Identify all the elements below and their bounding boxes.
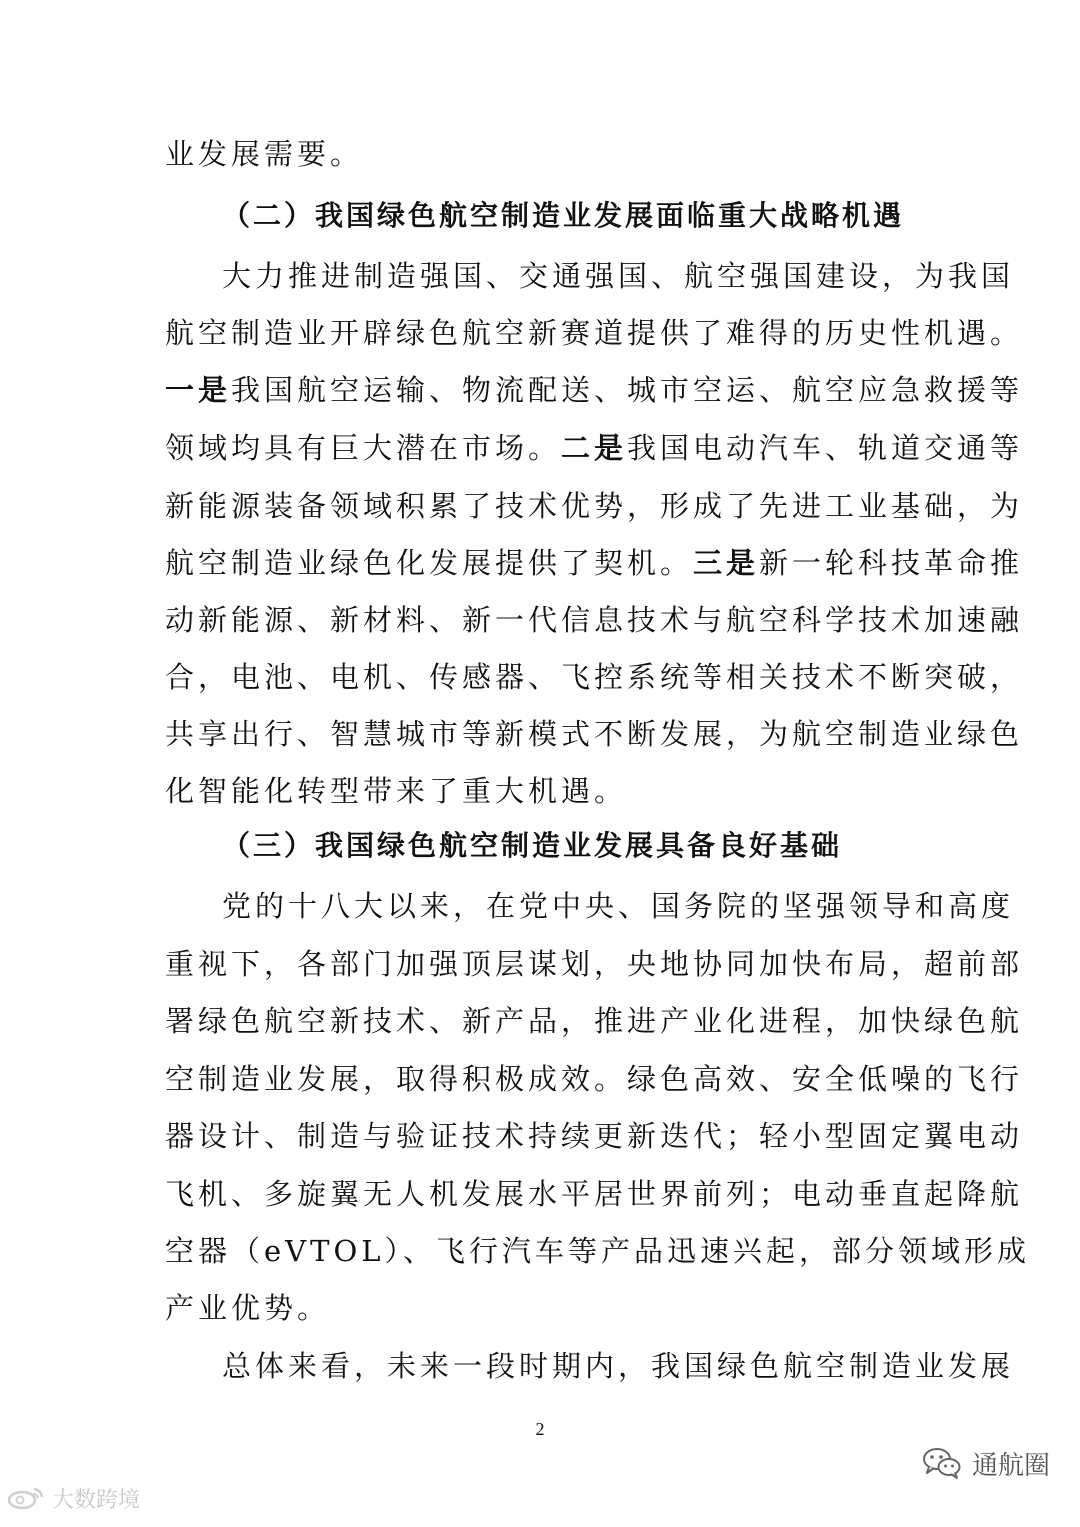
watermark-left [6, 1478, 140, 1518]
paragraph-line: 航空制造业绿色化发展提供了契机。三是新一轮科技革命推 [165, 546, 1024, 580]
paragraph-line: 空制造业发展，取得积极成效。绿色高效、安全低噪的飞行 [165, 1062, 1024, 1096]
paragraph-line: 空器（eVTOL）、飞行汽车等产品迅速兴起，部分领域形成 [165, 1234, 1030, 1268]
paragraph-line: 党的十八大以来，在党中央、国务院的坚强领导和高度 [222, 889, 1015, 923]
wechat-icon [922, 1446, 962, 1480]
watermark-right [922, 1440, 1050, 1486]
watermark-left-text: 大数跨境 [52, 1487, 141, 1513]
paragraph-line: 重视下，各部门加强顶层谋划，央地协同加快布局，超前部 [165, 947, 1024, 981]
page-number: 2 [535, 1419, 545, 1439]
paragraph-line: 化智能化转型带来了重大机遇。 [165, 774, 628, 808]
paragraph-line: 领域均具有巨大潜在市场。二是我国电动汽车、轨道交通等 [165, 431, 1024, 465]
paragraph-line: 产业优势。 [165, 1291, 331, 1325]
paragraph-line: 动新能源、新材料、新一代信息技术与航空科学技术加速融 [165, 603, 1024, 637]
paragraph-line: 一是我国航空运输、物流配送、城市空运、航空应急救援等 [165, 373, 1024, 407]
paragraph-line: 飞机、多旋翼无人机发展水平居世界前列；电动垂直起降航 [165, 1177, 1024, 1211]
paragraph-line: 总体来看，未来一段时期内，我国绿色航空制造业发展 [222, 1349, 1015, 1383]
lead-in-second: 二是 [561, 431, 628, 465]
paragraph-line: 合，电池、电机、传感器、飞控系统等相关技术不断突破， [165, 660, 1024, 694]
paragraph-line: 器设计、制造与验证技术持续更新迭代；轻小型固定翼电动 [165, 1119, 1024, 1153]
paragraph-line: 大力推进制造强国、交通强国、航空强国建设，为我国 [222, 259, 1015, 293]
watermark-right-text: 通航圈 [971, 1450, 1050, 1481]
section-heading-3: （三）我国绿色航空制造业发展具备良好基础 [222, 829, 843, 862]
lead-in-first: 一是 [165, 373, 232, 407]
weibo-logo-icon [6, 1485, 46, 1511]
paragraph-line: 业发展需要。 [165, 137, 364, 171]
section-heading-2: （二）我国绿色航空制造业发展面临重大战略机遇 [222, 199, 905, 232]
paragraph-line: 新能源装备领域积累了技术优势，形成了先进工业基础，为 [165, 489, 1024, 523]
lead-in-third: 三是 [693, 546, 760, 580]
paragraph-line: 航空制造业开辟绿色航空新赛道提供了难得的历史性机遇。 [165, 316, 1024, 350]
paragraph-line: 共享出行、智慧城市等新模式不断发展，为航空制造业绿色 [165, 717, 1024, 751]
paragraph-line: 署绿色航空新技术、新产品，推进产业化进程，加快绿色航 [165, 1004, 1024, 1038]
